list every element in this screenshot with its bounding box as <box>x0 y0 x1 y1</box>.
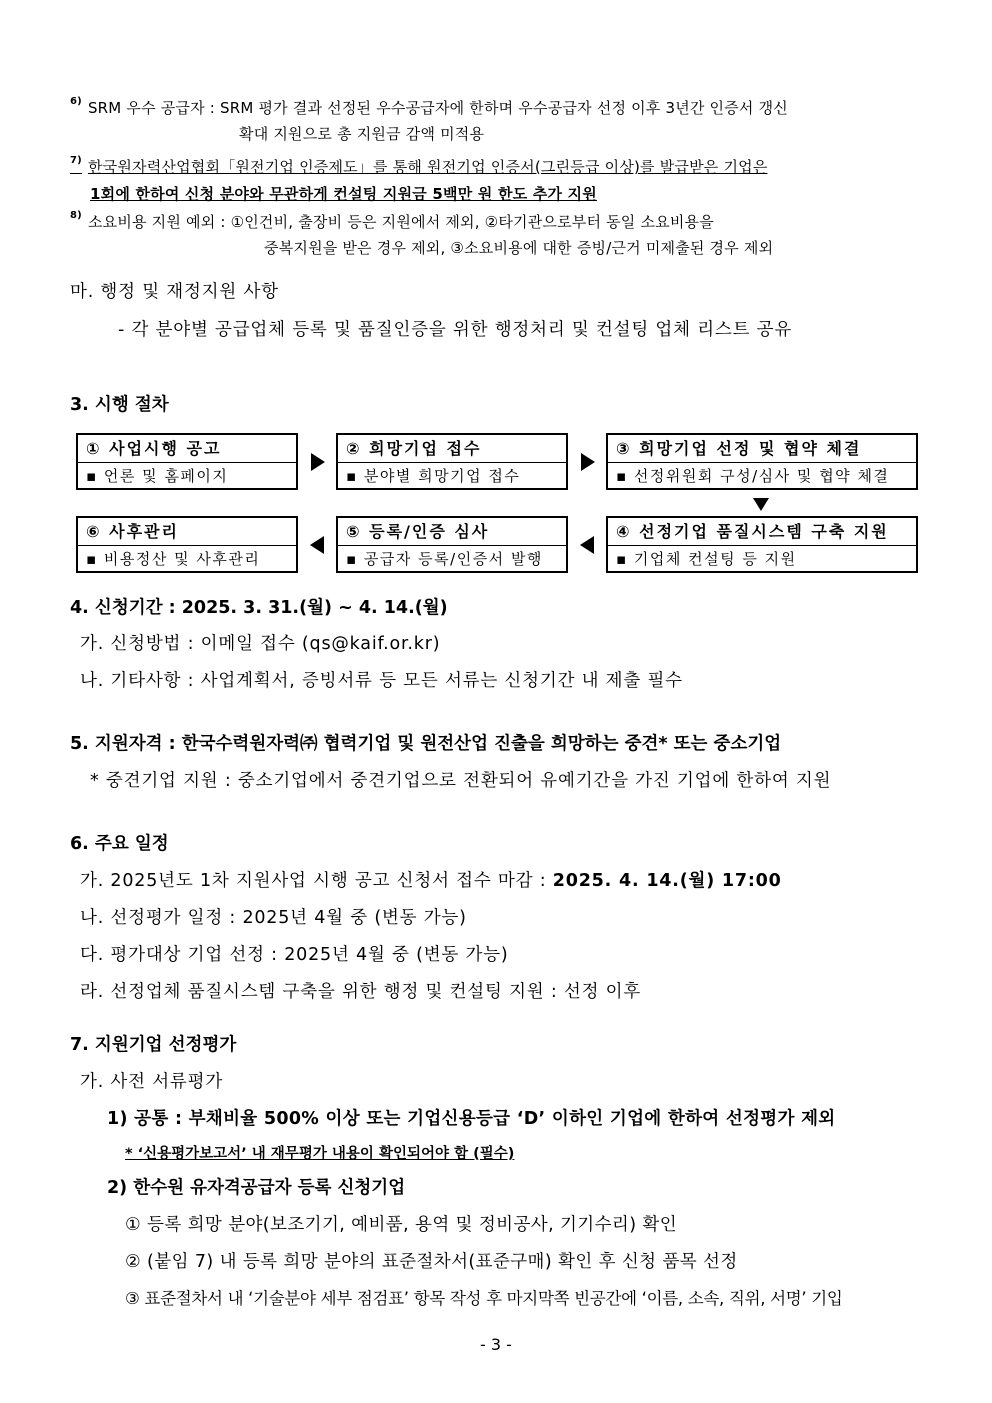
flow-step-5 <box>336 516 568 573</box>
section5-title: 5. 지원자격 : 한국수력원자력㈜ 협력기업 및 원전산업 진출을 희망하는 중견* 또는 중소기업 <box>70 734 782 754</box>
flow-step-2-title: ② 희망기업 접수 <box>338 435 566 463</box>
section4-item-1: 가. 신청방법 : 이메일 접수 (qs@kaif.or.kr) <box>80 634 441 654</box>
footnote-8-line1: 소요비용 지원 예외 : ①인건비, 출장비 등은 지원에서 제외, ②타기관으로부터 동일 소요비용을 <box>87 213 714 231</box>
flow-step-6 <box>76 516 298 573</box>
flow-step-3 <box>606 433 918 490</box>
footnote-7-number: 7) <box>70 155 82 166</box>
section5-note: * 중견기업 지원 : 중소기업에서 중견기업으로 전환되어 유예기간을 가진 기업에 한하여 지원 <box>90 771 832 791</box>
flow-step-4 <box>606 516 918 573</box>
footnote-6-line2: 확대 지원으로 총 지원금 감액 미적용 <box>239 125 485 143</box>
flow-step-1 <box>76 433 298 490</box>
criteria-2-item-3: ③ 표준절차서 내 ‘기술분야 세부 점검표’ 항목 작성 후 마지막쪽 빈공간에 ‘이름, 소속, 직위, 서명’ 기입 <box>125 1289 843 1308</box>
ma-title: 마. 행정 및 재정지원 사항 <box>70 282 279 302</box>
flow-step-1-desc: ▪ 언론 및 홈페이지 <box>86 467 229 485</box>
flow-step-4-desc: ▪ 기업체 컨설팅 등 지원 <box>616 550 797 568</box>
footnote-8-number: 8) <box>70 210 82 221</box>
flow-step-5-title: ⑤ 등록/인증 심사 <box>338 518 566 546</box>
deadline-date: 2025. 4. 14.(월) 17:00 <box>552 871 782 891</box>
arrow-right-icon <box>311 453 325 471</box>
criteria-1: 1) 공통 : 부채비율 500% 이상 또는 기업신용등급 ‘D’ 이하인 기업에 한하여 선정평가 제외 <box>107 1109 836 1129</box>
criteria-2: 2) 한수원 유자격공급자 등록 신청기업 <box>107 1178 406 1198</box>
criteria-1-note: * ‘신용평가보고서’ 내 재무평가 내용이 확인되어야 함 (필수) <box>125 1146 515 1162</box>
criteria-2-item-2: ② (붙임 7) 내 등록 희망 분야의 표준절차서(표준구매) 확인 후 신청 품목 선정 <box>125 1252 738 1272</box>
arrow-right-icon <box>581 453 595 471</box>
flow-step-1-title: ① 사업시행 공고 <box>78 435 296 463</box>
footnote-8-line2: 중복지원을 받은 경우 제외, ③소요비용에 대한 증빙/근거 미제출된 경우 제외 <box>264 239 774 257</box>
section6-item-4: 라. 선정업체 품질시스템 구축을 위한 행정 및 컨설팅 지원 : 선정 이후 <box>80 982 642 1002</box>
flow-step-2 <box>336 433 568 490</box>
footnote-6-line1: SRM 우수 공급자 : SRM 평가 결과 선정된 우수공급자에 한하며 우수공급자 선정 이후 3년간 인증서 갱신 <box>87 99 788 117</box>
footnote-6 <box>70 97 788 118</box>
section6-item-1 <box>80 867 782 892</box>
footnote-8 <box>70 211 714 232</box>
arrow-left-icon <box>580 536 594 554</box>
section3-title: 3. 시행 절차 <box>70 395 169 415</box>
flow-step-2-desc: ▪ 분야별 희망기업 접수 <box>346 467 521 485</box>
arrow-left-icon <box>310 536 324 554</box>
section6-title: 6. 주요 일정 <box>70 834 169 854</box>
section4-title: 4. 신청기간 : 2025. 3. 31.(월) ~ 4. 14.(월) <box>70 598 448 618</box>
section6-item-1-text: 가. 2025년도 1차 지원사업 시행 공고 신청서 접수 마감 : <box>80 871 553 891</box>
footnote-7 <box>70 156 768 177</box>
ma-item: - 각 분야별 공급업체 등록 및 품질인증을 위한 행정처리 및 컨설팅 업체 리스트 공유 <box>118 320 793 340</box>
flow-step-6-title: ⑥ 사후관리 <box>78 518 296 546</box>
section6-item-3: 다. 평가대상 기업 선정 : 2025년 4월 중 (변동 가능) <box>80 945 509 965</box>
footnote-6-number: 6) <box>70 96 82 107</box>
footnote-7-line2: 1회에 한하여 신청 분야와 무관하게 컨설팅 지원금 5백만 원 한도 추가 지원 <box>90 185 597 203</box>
footnote-7-line1: 한국원자력산업협회「원전기업 인증제도」를 통해 원전기업 인증서(그린등급 이상)를 발급받은 기업은 <box>87 158 768 176</box>
arrow-down-icon <box>753 498 769 511</box>
page-number: - 3 - <box>480 1335 512 1354</box>
section7-title: 7. 지원기업 선정평가 <box>70 1035 237 1055</box>
section7-sub: 가. 사전 서류평가 <box>80 1072 224 1092</box>
criteria-2-item-1: ① 등록 희망 분야(보조기기, 예비품, 용역 및 정비공사, 기기수리) 확인 <box>125 1215 678 1235</box>
flow-step-5-desc: ▪ 공급자 등록/인증서 발행 <box>346 550 543 568</box>
flow-step-6-desc: ▪ 비용정산 및 사후관리 <box>86 550 261 568</box>
section4-item-2: 나. 기타사항 : 사업계획서, 증빙서류 등 모든 서류는 신청기간 내 제출 필수 <box>80 671 683 691</box>
flow-step-3-desc: ▪ 선정위원회 구성/심사 및 협약 체결 <box>616 467 890 485</box>
flow-step-3-title: ③ 희망기업 선정 및 협약 체결 <box>608 435 916 463</box>
flow-step-4-title: ④ 선정기업 품질시스템 구축 지원 <box>608 518 916 546</box>
section6-item-2: 나. 선정평가 일정 : 2025년 4월 중 (변동 가능) <box>80 908 467 928</box>
